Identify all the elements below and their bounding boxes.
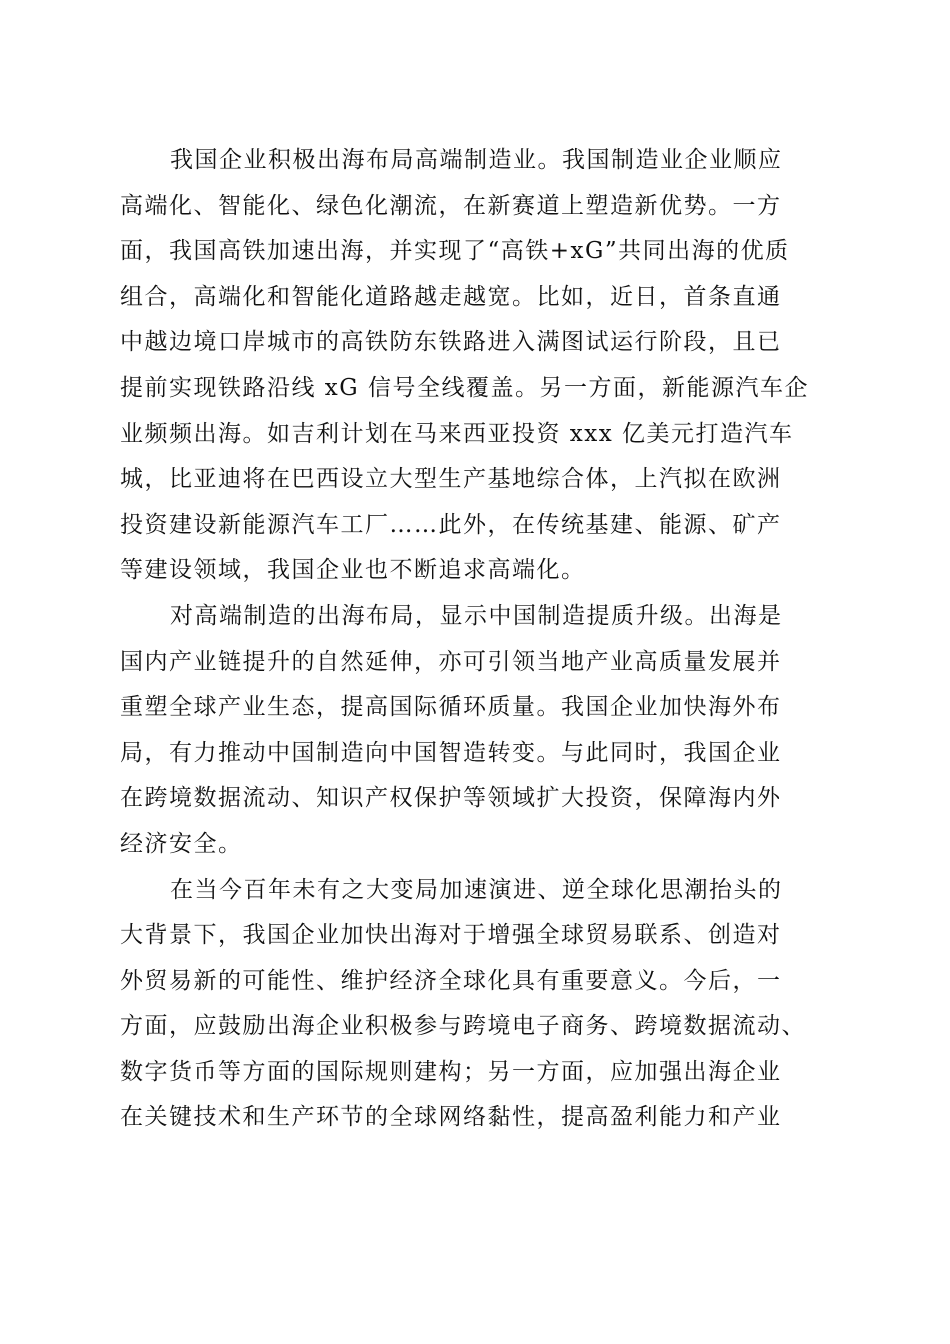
paragraph-1 <box>120 138 830 594</box>
text-line: 数字货币等方面的国际规则建构；另一方面，应加强出海企业 <box>120 1058 782 1085</box>
text-line: 中越边境口岸城市的高铁防东铁路进入满图试运行阶段，且已 <box>120 329 782 356</box>
text-line: 方面，应鼓励出海企业积极参与跨境电子商务、跨境数据流动、 <box>120 1013 806 1040</box>
text-line: 我国企业积极出海布局高端制造业。我国制造业企业顺应 <box>170 147 783 173</box>
text-line: 重塑全球产业生态，提高国际循环质量。我国企业加快海外布 <box>120 694 782 721</box>
text-line: 城，比亚迪将在巴西设立大型生产基地综合体，上汽拟在欧洲 <box>120 466 782 493</box>
text-line: 经济安全。 <box>120 830 243 857</box>
paragraph-2 <box>120 594 830 868</box>
text-line: 面，我国高铁加速出海，并实现了“高铁+xG”共同出海的优质 <box>120 238 790 265</box>
text-line: 大背景下，我国企业加快出海对于增强全球贸易联系、创造对 <box>120 922 782 949</box>
text-line: 等建设领域，我国企业也不断追求高端化。 <box>120 557 586 584</box>
text-line: 对高端制造的出海布局，显示中国制造提质升级。出海是 <box>170 602 783 629</box>
text-line: 业频频出海。如吉利计划在马来西亚投资 xxx 亿美元打造汽车 <box>120 420 794 447</box>
text-line: 在关键技术和生产环节的全球网络黏性，提高盈利能力和产业 <box>120 1104 782 1131</box>
text-line: 国内产业链提升的自然延伸，亦可引领当地产业高质量发展并 <box>120 648 782 675</box>
text-line: 高端化、智能化、绿色化潮流，在新赛道上塑造新优势。一方 <box>120 192 782 219</box>
text-line: 局，有力推动中国制造向中国智造转变。与此同时，我国企业 <box>120 739 782 766</box>
paragraph-3 <box>120 868 830 1142</box>
text-line: 组合，高端化和智能化道路越走越宽。比如，近日，首条直通 <box>120 283 782 310</box>
body-text <box>120 138 830 1141</box>
text-line: 在跨境数据流动、知识产权保护等领域扩大投资，保障海内外 <box>120 785 782 812</box>
text-line: 提前实现铁路沿线 xG 信号全线覆盖。另一方面，新能源汽车企 <box>120 374 809 401</box>
text-line: 投资建设新能源汽车工厂……此外，在传统基建、能源、矿产 <box>120 511 782 538</box>
text-line: 在当今百年未有之大变局加速演进、逆全球化思潮抬头的 <box>170 876 783 903</box>
text-line: 外贸易新的可能性、维护经济全球化具有重要意义。今后，一 <box>120 967 782 994</box>
